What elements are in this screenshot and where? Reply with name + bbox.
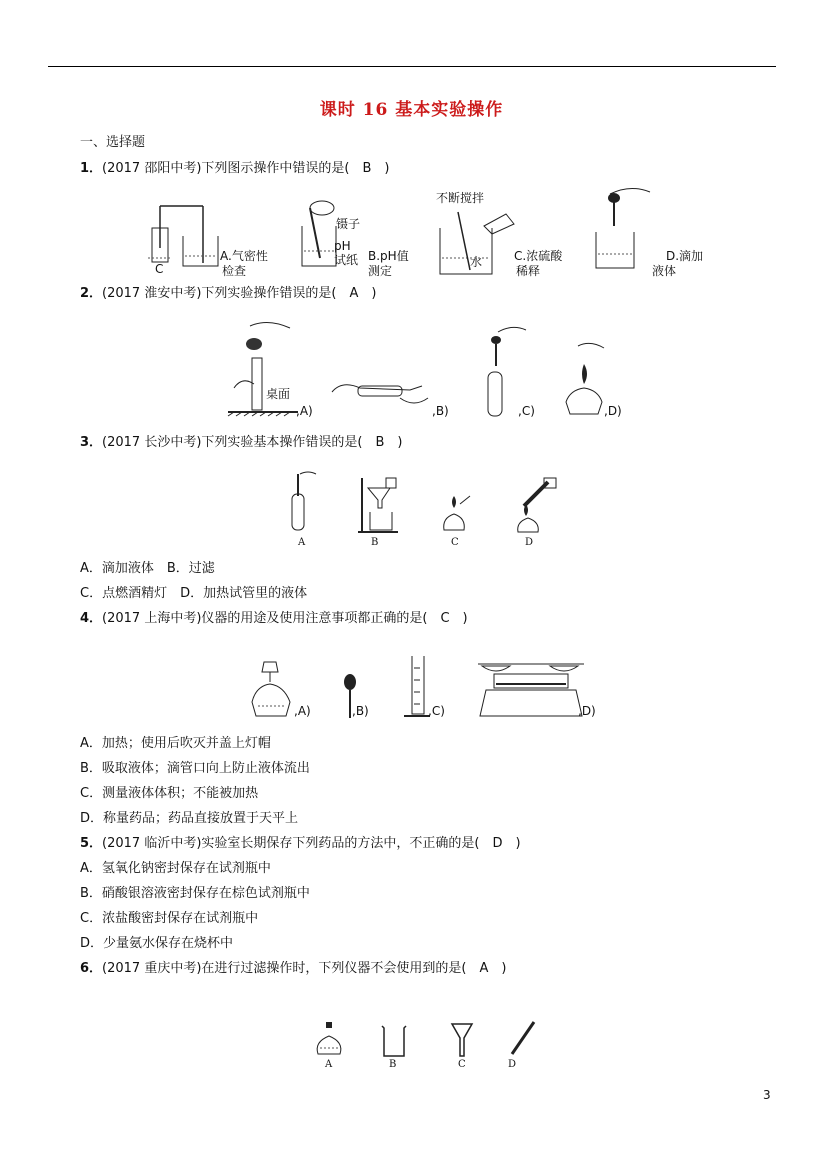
q6-figure-d-glass-rod (508, 1020, 538, 1056)
q1-stir-label: 不断搅拌 (436, 191, 485, 205)
question-6: 6．(2017 重庆中考)在进行过滤操作时，下列仪器不会使用到的是( A ) (80, 961, 507, 976)
q1-ph-label-2: 试纸 (334, 253, 359, 267)
q4-label-a: ,A) (294, 704, 311, 718)
q5-option-c: C．浓盐酸密封保存在试剂瓶中 (80, 911, 259, 926)
q3-figure-b-filter (358, 476, 402, 534)
q2-desk-label: 桌面 (266, 387, 291, 401)
q1-caption-d-line1: D.滴加 (666, 249, 704, 263)
q4-figure-a-lamp (250, 660, 300, 720)
q3-figure-a-dropper (288, 470, 318, 532)
q4-label-c: ,C) (428, 704, 445, 718)
q3-figure-label-b: B (371, 537, 379, 548)
q1-caption-c-line2: 稀释 (516, 264, 541, 278)
q4-option-c: C．测量液体体积；不能被加热 (80, 786, 259, 801)
q5-option-b: B．硝酸银溶液密封保存在棕色试剂瓶中 (80, 886, 310, 901)
q1-figure-a-letter: C (155, 262, 164, 276)
q4-figure-c-cylinder (400, 654, 430, 720)
q1-caption-a-line2: 检查 (222, 264, 247, 278)
q1-caption-a-line1: A.气密性 (220, 249, 268, 263)
q2-label-c: ,C) (518, 404, 535, 418)
q2-figure-d (560, 340, 610, 418)
question-3: 3．(2017 长沙中考)下列实验基本操作错误的是( B ) (80, 435, 403, 450)
q5-option-d: D．少量氨水保存在烧杯中 (80, 936, 234, 951)
q3-option-line-1: A．滴加液体 B．过滤 (80, 561, 215, 576)
q3-figure-label-d: D (525, 537, 534, 548)
q1-tweezers-label: 镊子 (336, 217, 361, 231)
q3-figure-label-a: A (298, 537, 306, 548)
q1-caption-d-line2: 液体 (652, 264, 677, 278)
question-5: 5．(2017 临沂中考)实验室长期保存下列药品的方法中，不正确的是( D ) (80, 836, 521, 851)
q6-figure-label-a: A (325, 1059, 333, 1070)
header-rule (48, 66, 776, 67)
question-1: 1．(2017 邵阳中考)下列图示操作中错误的是( B ) (80, 161, 390, 176)
q2-label-d: ,D) (604, 404, 622, 418)
q1-water-label: 水 (470, 255, 483, 269)
q4-figure-d-balance (476, 650, 586, 720)
page-number: 3 (763, 1088, 771, 1102)
q1-caption-c-line1: C.浓硫酸 (514, 249, 563, 263)
q6-figure-label-b: B (389, 1059, 397, 1070)
q2-label-b: ,B) (432, 404, 449, 418)
page-title: 课时 16 基本实验操作 (319, 100, 504, 120)
q2-figure-b (330, 374, 430, 414)
q6-figure-c-funnel (450, 1022, 474, 1056)
q5-option-a: A．氢氧化钠密封保存在试剂瓶中 (80, 861, 271, 876)
q6-figure-label-c: C (458, 1059, 466, 1070)
q4-label-d: ,D) (578, 704, 596, 718)
q3-figure-c-lamp (440, 492, 474, 534)
q3-option-line-2: C．点燃酒精灯 D．加热试管里的液体 (80, 586, 308, 601)
q3-figure-d-heat (514, 476, 560, 534)
q6-figure-label-d: D (508, 1059, 517, 1070)
q4-option-b: B．吸取液体；滴管口向上防止液体流出 (80, 761, 310, 776)
q2-figure-a (228, 318, 298, 418)
section-heading: 一、选择题 (80, 135, 146, 150)
q2-label-a: ,A) (296, 404, 313, 418)
q1-caption-b-line2: 测定 (368, 264, 393, 278)
q6-figure-a-lamp (314, 1020, 344, 1056)
q4-option-d: D．称量药品；药品直接放置于天平上 (80, 811, 299, 826)
q4-option-a: A．加热；使用后吹灭并盖上灯帽 (80, 736, 271, 751)
question-4: 4．(2017 上海中考)仪器的用途及使用注意事项都正确的是( C ) (80, 611, 468, 626)
q1-ph-label-1: pH (334, 239, 351, 253)
q4-label-b: ,B) (352, 704, 369, 718)
question-2: 2．(2017 淮安中考)下列实验操作错误的是( A ) (80, 286, 377, 301)
q6-figure-b-beaker (380, 1024, 408, 1058)
q1-caption-b-line1: B.pH值 (368, 249, 409, 263)
q1-figure-d-dropper (590, 184, 650, 274)
q3-figure-label-c: C (451, 537, 459, 548)
